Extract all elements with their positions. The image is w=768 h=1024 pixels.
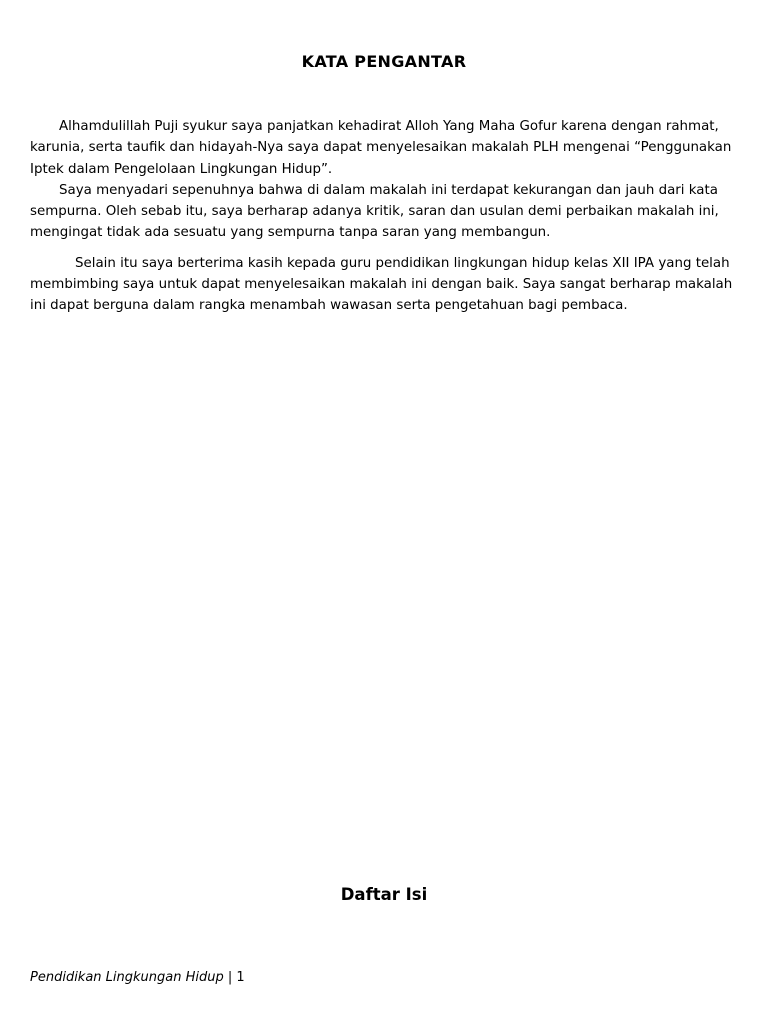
toc-heading: Daftar Isi	[340, 885, 428, 904]
footer-title: Pendidikan Lingkungan Hidup	[30, 970, 224, 985]
page-footer	[30, 970, 245, 985]
paragraph-apology: Saya menyadari sepenuhnya bahwa di dalam makalah ini terdapat kekurangan dan jauh dari kata sempurna. Oleh sebab itu, saya berharap adanya kritik, saran dan usulan demi perbaikan makalah ini, mengingat tidak ada sesuatu yang sempurna tanpa saran yang membangun.	[30, 182, 719, 241]
footer-separator: |	[223, 970, 237, 985]
body-text	[30, 116, 742, 317]
paragraph-opening: Alhamdulillah Puji syukur saya panjatkan kehadirat Alloh Yang Maha Gofur karena dengan rahmat, karunia, serta taufik dan hidayah-Nya saya dapat menyelesaikan makalah PLH mengenai “Penggunakan Iptek dalam Pengelolaan Lingkungan Hidup”.	[30, 119, 732, 177]
page-number: 1	[236, 970, 245, 985]
page-title: KATA PENGANTAR	[301, 52, 467, 71]
paragraph-thanks: Selain itu saya berterima kasih kepada guru pendidikan lingkungan hidup kelas XII IPA yang telah membimbing saya untuk dapat menyelesaikan makalah ini dengan baik. Saya sangat berharap makalah ini dapat berguna dalam rangka menambah wawasan serta pengetahuan bagi pembaca.	[30, 255, 733, 314]
